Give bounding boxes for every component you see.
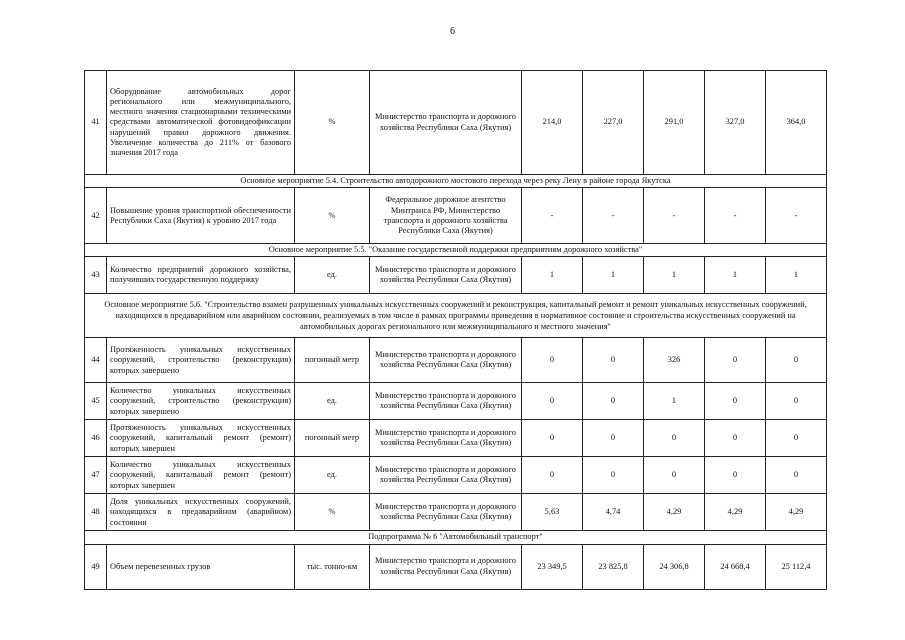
indicator-name: Количество уникальных искусственных сооружений, капитальный ремонт (ремонт) которых завершен: [107, 457, 295, 494]
unit-of-measure: погонный метр: [295, 338, 370, 383]
year-value: 1: [583, 257, 644, 294]
unit-of-measure: ед.: [295, 257, 370, 294]
table-row: [85, 71, 827, 175]
year-value: 1: [644, 257, 705, 294]
table-row: [85, 338, 827, 383]
page-number: 6: [450, 26, 455, 37]
section-title: Основное мероприятие 5.5. "Оказание государственной поддержки предприятиям дорожного хозяйства": [85, 244, 827, 257]
year-value: 0: [766, 338, 827, 383]
row-number: 46: [85, 420, 107, 457]
year-value: -: [583, 188, 644, 244]
indicator-name: Количество предприятий дорожного хозяйства, получивших государственную поддержку: [107, 257, 295, 294]
year-value: 0: [522, 383, 583, 420]
unit-of-measure: ед.: [295, 457, 370, 494]
year-value: 0: [705, 383, 766, 420]
year-value: 23 349,5: [522, 544, 583, 589]
indicator-name: Количество уникальных искусственных сооружений, строительство (реконструкция) которых завершено: [107, 383, 295, 420]
responsible-executor: Министерство транспорта и дорожного хозяйства Республики Саха (Якутия): [370, 494, 522, 531]
year-value: 0: [766, 420, 827, 457]
year-value: 4,29: [766, 494, 827, 531]
responsible-executor: Министерство транспорта и дорожного хозяйства Республики Саха (Якутия): [370, 544, 522, 589]
year-value: 4,29: [644, 494, 705, 531]
row-number: 41: [85, 71, 107, 175]
year-value: 0: [583, 383, 644, 420]
section-title: Основное мероприятие 5.6. "Строительство взамен разрушенных уникальных искусственных сооружений и реконструкция, капитальный ремонт и ремонт уникальных искусственных сооружений, находящихся в предаварийном или аварийном состоянии, реализуемых в том числе в рамках программы приведения в нормативное состояние и строительства искусственных сооружений на автомобильных дорогах регионального или межмуниципального и местного значения": [85, 294, 827, 338]
table-row: [85, 383, 827, 420]
indicator-name: Оборудование автомобильных дорог регионального или межмуниципального, местного значения стационарными техническими средствами автоматической фотовидеофиксации нарушений правил дорожного движения. Увеличение количества до 211% от базового значения 2017 года: [107, 71, 295, 175]
responsible-executor: Министерство транспорта и дорожного хозяйства Республики Саха (Якутия): [370, 457, 522, 494]
year-value: 0: [644, 420, 705, 457]
year-value: -: [644, 188, 705, 244]
section-row: [85, 294, 827, 338]
year-value: 5,63: [522, 494, 583, 531]
year-value: 25 112,4: [766, 544, 827, 589]
indicator-name: Объем перевезенных грузов: [107, 544, 295, 589]
table-row: [85, 457, 827, 494]
year-value: 4,29: [705, 494, 766, 531]
responsible-executor: Министерство транспорта и дорожного хозяйства Республики Саха (Якутия): [370, 338, 522, 383]
year-value: -: [522, 188, 583, 244]
year-value: 0: [766, 383, 827, 420]
year-value: 0: [766, 457, 827, 494]
year-value: 0: [705, 457, 766, 494]
year-value: 1: [522, 257, 583, 294]
unit-of-measure: ед.: [295, 383, 370, 420]
year-value: 0: [705, 338, 766, 383]
unit-of-measure: тыс. тонно-км: [295, 544, 370, 589]
table-row: [85, 257, 827, 294]
year-value: 1: [705, 257, 766, 294]
year-value: 227,0: [583, 71, 644, 175]
year-value: 364,0: [766, 71, 827, 175]
indicator-name: Протяженность уникальных искусственных сооружений, капитальный ремонт (ремонт) которых завершен: [107, 420, 295, 457]
indicator-name: Доля уникальных искусственных сооружений, находящихся в предаварийном (аварийном) состоянии: [107, 494, 295, 531]
year-value: 4,74: [583, 494, 644, 531]
section-row: [85, 244, 827, 257]
unit-of-measure: %: [295, 494, 370, 531]
year-value: 291,0: [644, 71, 705, 175]
table-row: [85, 420, 827, 457]
year-value: 0: [705, 420, 766, 457]
year-value: 326: [644, 338, 705, 383]
year-value: 0: [583, 338, 644, 383]
responsible-executor: Министерство транспорта и дорожного хозяйства Республики Саха (Якутия): [370, 420, 522, 457]
unit-of-measure: погонный метр: [295, 420, 370, 457]
row-number: 43: [85, 257, 107, 294]
row-number: 42: [85, 188, 107, 244]
row-number: 48: [85, 494, 107, 531]
year-value: 0: [522, 457, 583, 494]
table-row: [85, 494, 827, 531]
table-row: [85, 188, 827, 244]
responsible-executor: Министерство транспорта и дорожного хозяйства Республики Саха (Якутия): [370, 257, 522, 294]
row-number: 44: [85, 338, 107, 383]
section-row: [85, 175, 827, 188]
year-value: -: [766, 188, 827, 244]
section-row: [85, 531, 827, 544]
year-value: 214,0: [522, 71, 583, 175]
year-value: -: [705, 188, 766, 244]
indicator-name: Протяженность уникальных искусственных сооружений, строительство (реконструкция) которых завершено: [107, 338, 295, 383]
year-value: 23 825,8: [583, 544, 644, 589]
responsible-executor: Министерство транспорта и дорожного хозяйства Республики Саха (Якутия): [370, 383, 522, 420]
year-value: 1: [644, 383, 705, 420]
row-number: 45: [85, 383, 107, 420]
unit-of-measure: %: [295, 71, 370, 175]
year-value: 24 668,4: [705, 544, 766, 589]
year-value: 0: [522, 420, 583, 457]
responsible-executor: Федеральное дорожное агентство Минтранса РФ, Министерство транспорта и дорожного хозяйства Республики Саха (Якутия): [370, 188, 522, 244]
responsible-executor: Министерство транспорта и дорожного хозяйства Республики Саха (Якутия): [370, 71, 522, 175]
year-value: 0: [583, 457, 644, 494]
year-value: 1: [766, 257, 827, 294]
year-value: 0: [644, 457, 705, 494]
section-title: Подпрограмма № 6 "Автомобильный транспорт": [85, 531, 827, 544]
section-title: Основное мероприятие 5.4. Строительство автодорожного мостового перехода через реку Лену в районе города Якутска: [85, 175, 827, 188]
year-value: 0: [522, 338, 583, 383]
row-number: 47: [85, 457, 107, 494]
indicators-table: [84, 70, 827, 590]
year-value: 0: [583, 420, 644, 457]
indicator-name: Повышение уровня транспортной обеспеченности Республики Саха (Якутия) к уровню 2017 года: [107, 188, 295, 244]
year-value: 24 306,8: [644, 544, 705, 589]
year-value: 327,0: [705, 71, 766, 175]
row-number: 49: [85, 544, 107, 589]
table-body: [85, 71, 827, 590]
unit-of-measure: %: [295, 188, 370, 244]
table-row: [85, 544, 827, 589]
